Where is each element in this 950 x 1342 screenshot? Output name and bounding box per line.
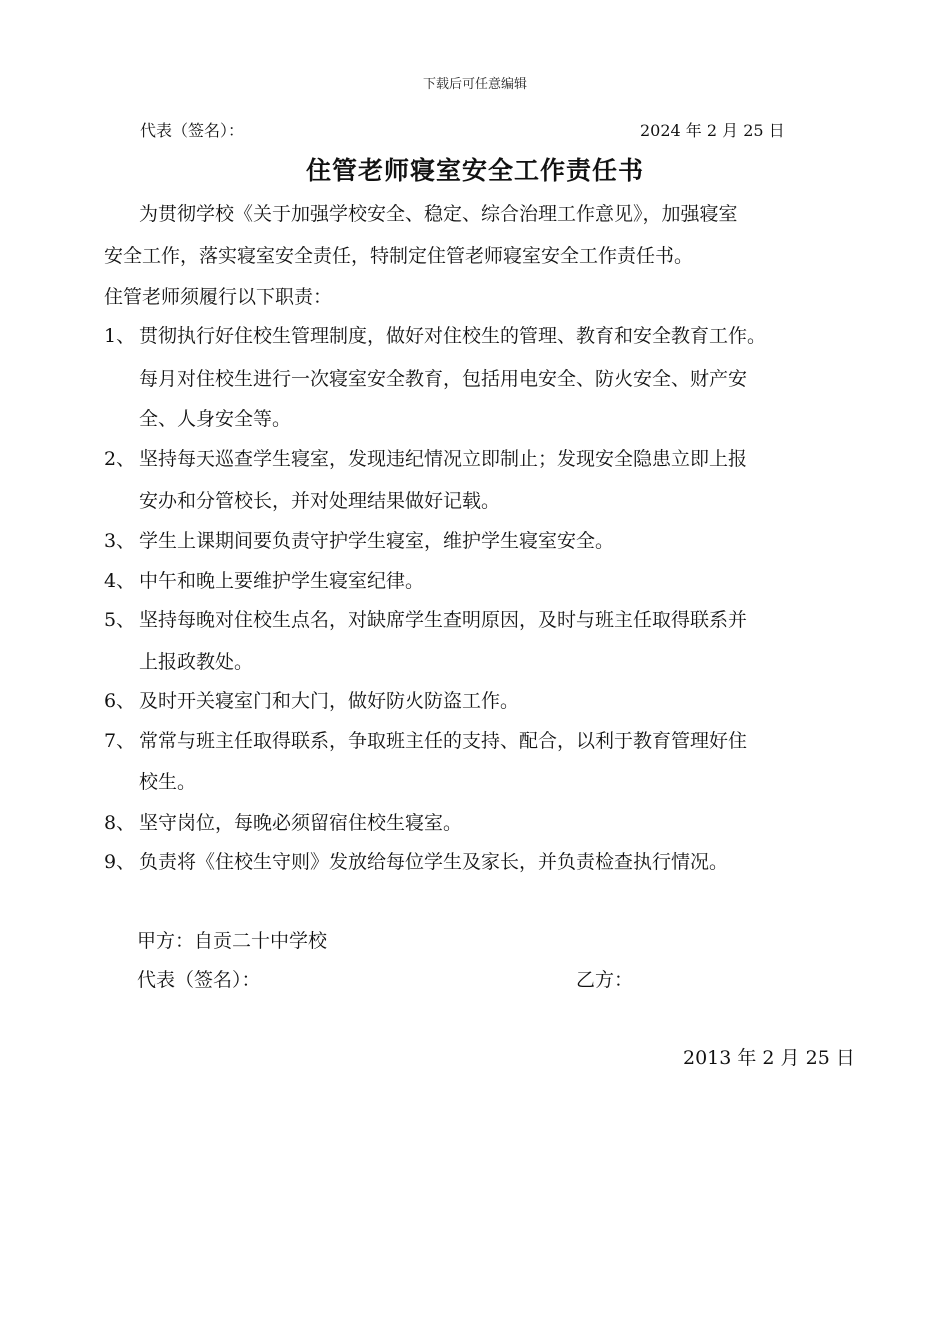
party-a: 甲方：自贡二十中学校 [137, 930, 328, 952]
item-line: 安办和分管校长，并对处理结果做好记载。 [139, 490, 501, 512]
intro-line-1: 为贯彻学校《关于加强学校安全、稳定、综合治理工作意见》，加强寝室 [139, 203, 738, 225]
item-line: 常常与班主任取得联系，争取班主任的支持、配合，以利于教育管理好住 [139, 730, 748, 752]
document-title: 住管老师寝室安全工作责任书 [305, 156, 644, 185]
item-number: 4、 [104, 570, 136, 592]
item-number: 6、 [104, 690, 136, 712]
party-b: 乙方： [576, 969, 634, 991]
item-number: 7、 [104, 730, 136, 752]
header-representative: 代表（签名）： [140, 121, 245, 140]
item-line: 中午和晚上要维护学生寝室纪律。 [139, 570, 425, 592]
item-line: 学生上课期间要负责守护学生寝室，维护学生寝室安全。 [139, 530, 615, 552]
item-number: 3、 [104, 530, 136, 552]
item-line: 负责将《住校生守则》发放给每位学生及家长，并负责检查执行情况。 [139, 851, 729, 873]
signature-date: 2013 年 2 月 25 日 [683, 1047, 855, 1069]
item-number: 9、 [104, 851, 136, 873]
item-line: 坚持每晚对住校生点名，对缺席学生查明原因，及时与班主任取得联系并 [139, 609, 748, 631]
header-date: 2024 年 2 月 25 日 [640, 121, 785, 140]
item-line: 贯彻执行好住校生管理制度，做好对住校生的管理、教育和安全教育工作。 [139, 325, 767, 347]
item-line: 上报政教处。 [139, 651, 254, 673]
item-line: 全、人身安全等。 [139, 408, 292, 430]
item-number: 1、 [104, 325, 136, 347]
item-number: 5、 [104, 609, 136, 631]
item-number: 8、 [104, 812, 136, 834]
intro-line-2: 安全工作，落实寝室安全责任，特制定住管老师寝室安全工作责任书。 [104, 245, 694, 267]
item-number: 2、 [104, 448, 136, 470]
item-line: 坚守岗位，每晚必须留宿住校生寝室。 [139, 812, 463, 834]
item-line: 校生。 [139, 771, 197, 793]
watermark-text: 下载后可任意编辑 [422, 77, 527, 92]
item-line: 坚持每天巡查学生寝室，发现违纪情况立即制止；发现安全隐患立即上报 [139, 448, 748, 470]
item-line: 及时开关寝室门和大门，做好防火防盗工作。 [139, 690, 520, 712]
signature-representative: 代表（签名）： [137, 969, 261, 991]
item-line: 每月对住校生进行一次寝室安全教育，包括用电安全、防火安全、财产安 [139, 368, 748, 390]
duties-heading: 住管老师须履行以下职责： [104, 286, 333, 308]
